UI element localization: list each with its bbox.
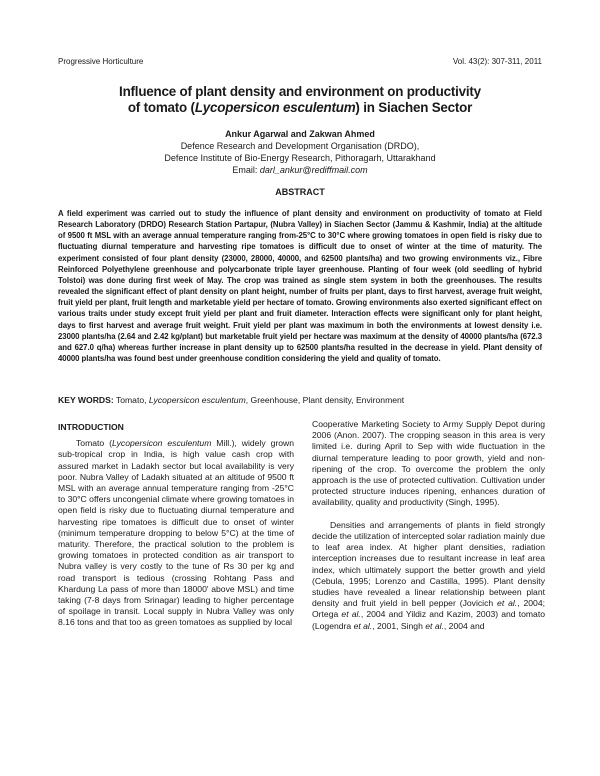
right-paragraph-1: Cooperative Marketing Society to Army Supply Depot during 2006 (Anon. 2007). The cropping season in this area is very limited i.e. during April to Sep with wide fluctuation in the diurnal temperature leading to poor growth, yield and non-ripening of the crop. To overcome the problem the only approach is the use of protected cultivation. Cultivation under protected structure induces ripening, enhances duration of availability, quality and productivity (Singh, 1995). bbox=[312, 419, 545, 508]
title-line-2: of tomato (Lycopersicon esculentum) in Siachen Sector bbox=[127, 100, 473, 115]
author-names: Ankur Agarwal and Zakwan Ahmed bbox=[225, 129, 375, 139]
author-block bbox=[58, 128, 542, 176]
intro-paragraph-1: Tomato (Lycopersicon esculentum Mill.), widely grown sub-tropical crop in India, is high value cash crop with assured market in Ladakh sector but local availability is very poor. Nubra Valley of Ladakh situated at an altitude of 9500 ft MSL with an average annual temperature ranging from -25°C to 30°C offers uncongenial climate where growing tomatoes in open field is risky due to fluctuating diurnal temperature and harvesting ripe tomatoes is difficult due to onset of winter (minimum temperature dropping to below 5°C) at the time of maturity. Therefore, the practical solution to the problem is growing tomatoes in protected condition as air transport to Nubra valley is very costly to the tune of Rs 30 per kg and road transport is tedious (crossing Rohtang Pass and Khardung La pass of more than 18000' above MSL) and time taking (7-8 days from Srinagar) leading to higher percentage of spoilage in transit. Local supply in Nubra Valley was only 8.16 tons and that too as green tomatoes as supplied by local bbox=[58, 438, 294, 628]
left-column bbox=[58, 422, 294, 629]
keywords: KEY WORDS: Tomato, Lycopersicon esculentum, Greenhouse, Plant density, Environment bbox=[58, 395, 405, 405]
email-address[interactable]: darl_ankur@rediffmail.com bbox=[259, 165, 368, 175]
introduction-heading: INTRODUCTION bbox=[58, 422, 124, 432]
affiliation-line-1: Defence Research and Development Organisation (DRDO), bbox=[180, 141, 420, 151]
abstract-heading: ABSTRACT bbox=[275, 187, 325, 197]
volume-info: Vol. 43(2): 307-311, 2011 bbox=[452, 57, 542, 66]
right-column bbox=[312, 419, 545, 632]
affiliation-line-2: Defence Institute of Bio-Energy Research, Pithoragarh, Uttarakhand bbox=[164, 153, 436, 163]
title-line-1: Influence of plant density and environment on productivity bbox=[119, 84, 481, 99]
right-paragraph-2: Densities and arrangements of plants in field strongly decide the utilization of intercepted solar radiation mainly due to leaf area index. At higher plant densities, radiation interception increases due to resultant increase in leaf area index, which ultimately support the better growth and yield (Cebula, 1995; Lorenzo and Castilla, 1995). Plant density studies have revealed a linear relationship between plant density and fruit yield in bell pepper (Jovicich et al., 2004; Ortega et al., 2004 and Yildiz and Kazim, 2003) and tomato (Logendra et al., 2001, Singh et al., 2004 and bbox=[312, 519, 545, 631]
email-line: Email: darl_ankur@rediffmail.com bbox=[232, 165, 368, 175]
abstract-text: A field experiment was carried out to study the influence of plant density and environment on productivity of tomato at Field Research Laboratory (DRDO) Research Station Partapur, (Nubra Valley) in Siachen Sector (Jammu & Kashmir, India) at the altitude of 9500 ft MSL with an average annual temperature ranging from-25°C to 30°C where growing tomatoes in open field is risky due to fluctuating diurnal temperature and harvesting ripe tomatoes is difficult due to onset of winter at the time of maturity. The experiment consisted of four plant density (23000, 28000, 40000, and 62500 plants/ha) and two growing environments viz., Fibre Reinforced Polyethylene greenhouse and polycarbonate triple layer greenhouse. Planting of four week (old seedling of hybrid Tolstoi) was done during first week of May. The crop was trained as single stem system in both the greenhouses. The results revealed the significant effect of plant density on plant height, number of fruits per plant, days to first harvest, average fruit weight, fruit yield per plant, fruit length and marketable yield per hectare of tomato. Growing environments also exerted significant effect on various traits under study except fruit yield per plant and fruit diameter. Interaction effects were significant only for plant height, days to first harvest and average fruit weight. Fruit yield per plant was maximum in both the environments at lowest density i.e. 23000 plants/ha (2.64 and 2.42 kg/plant) but marketable fruit yield per hectare was maximum at the density of 40000 plants/ha (672.3 and 627.0 q/ha) whereas further increase in plant density up to 62500 plants/ha resulted in the decrease in yield. Plant density of 40000 plants/ha was found best under greenhouse condition considering the yield and quality of tomato. bbox=[58, 209, 542, 364]
journal-name: Progressive Horticulture bbox=[58, 57, 144, 66]
paper-title bbox=[58, 84, 542, 116]
